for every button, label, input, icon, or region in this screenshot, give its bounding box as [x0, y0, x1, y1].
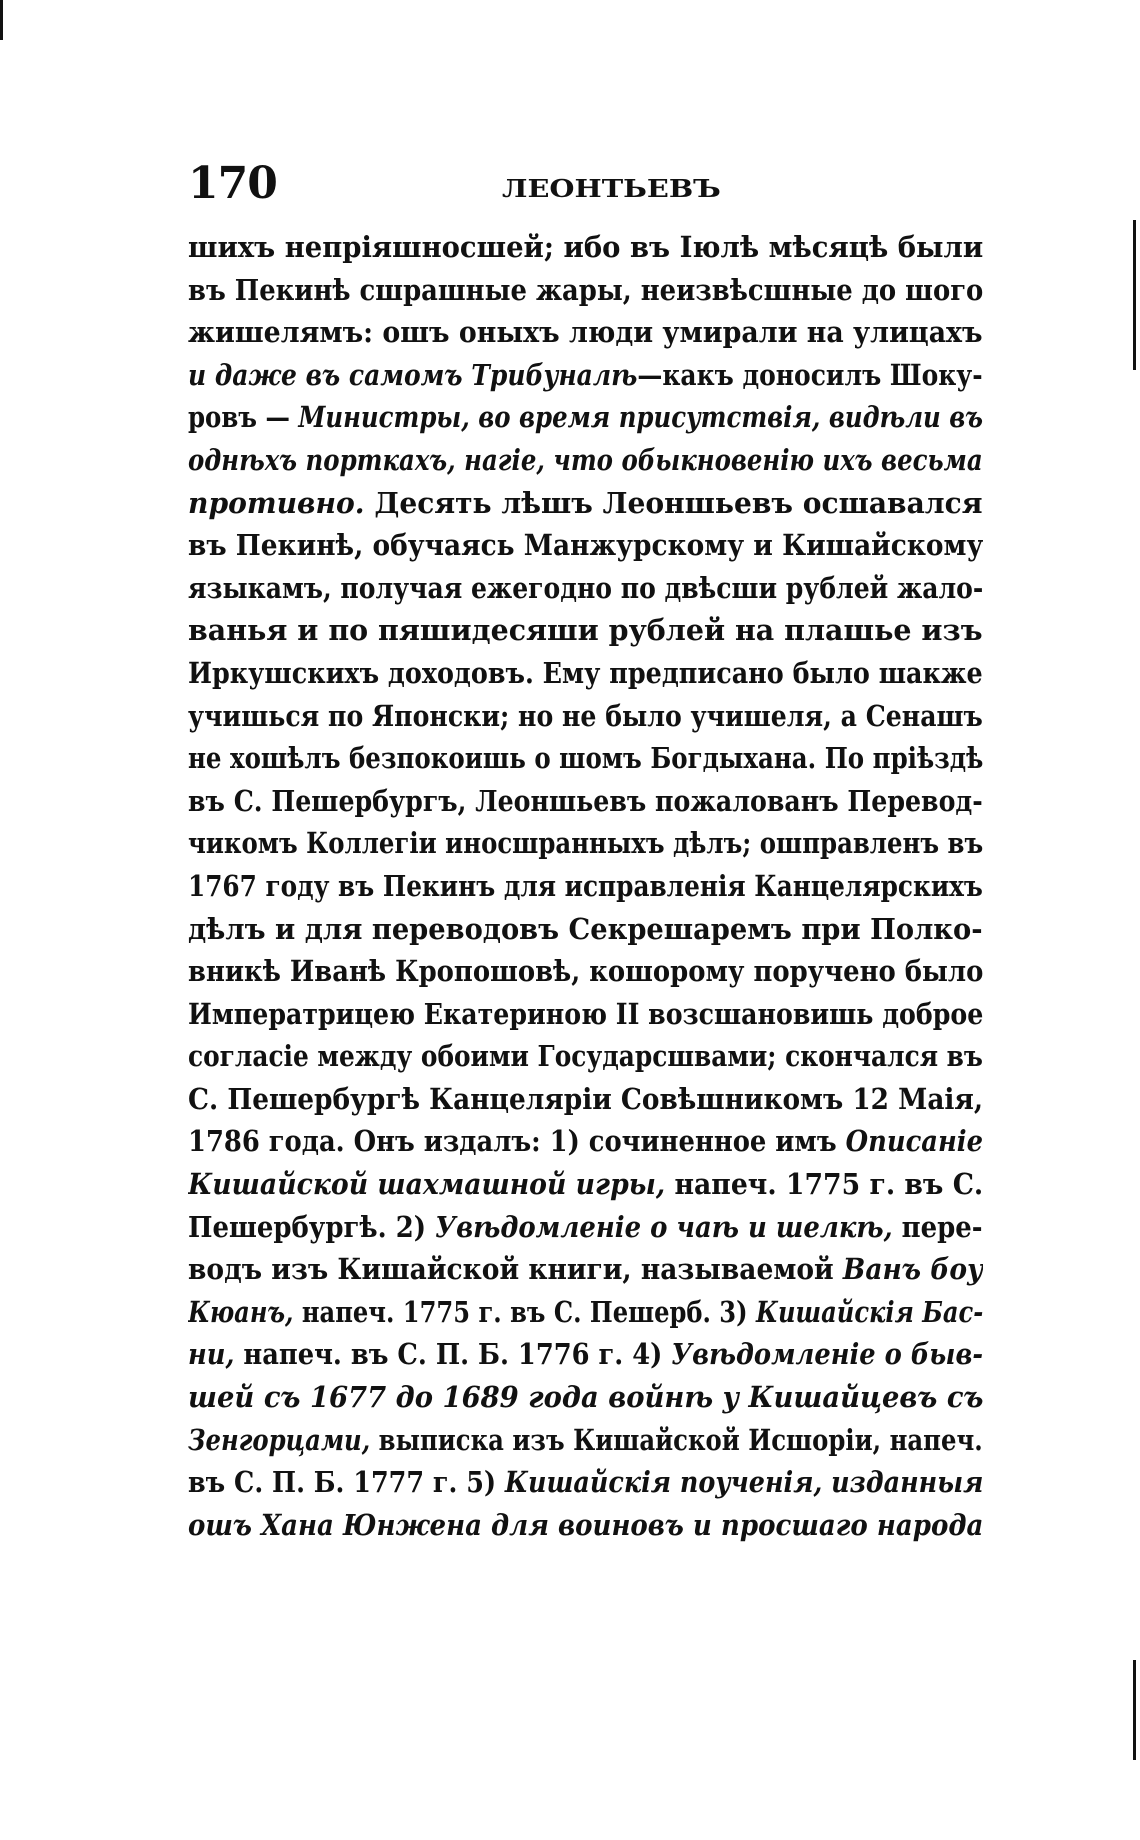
text-span: С. Пешербургѣ Канцеляріи Совѣшникомъ 12 Маія, [188, 1081, 983, 1116]
text-line [188, 524, 983, 567]
running-head: ЛЕОНТЬЕВЪ [502, 174, 721, 203]
text-line [188, 609, 983, 652]
text-line [188, 1206, 983, 1249]
text-line [188, 311, 983, 354]
text-span: 1767 году въ Пекинъ для исправленія Канцелярскихъ [188, 868, 983, 903]
italic-text-span: ни, [188, 1337, 235, 1372]
text-line [188, 1376, 983, 1419]
text-span: Пешербургѣ. 2) [188, 1209, 436, 1244]
text-span: шихъ непріяшносшей; ибо въ Іюлѣ мѣсяцѣ были [188, 230, 983, 264]
text-line [188, 1333, 983, 1376]
scan-edge-mark [1133, 220, 1136, 370]
page-header [188, 158, 988, 218]
text-line [188, 1504, 983, 1547]
text-span: Императрицею Екатериною II возсшановишь доброе [188, 996, 983, 1031]
text-span: Десять лѣшъ Леоншьевъ осшавался [364, 485, 983, 520]
italic-text-span: ошъ Хана Юнжена для воиновъ и просшаго народа [188, 1507, 983, 1542]
page-number: 170 [188, 158, 277, 209]
text-span: водъ изъ Кишайской книги, называемой [188, 1252, 843, 1287]
italic-text-span: Кюанъ, [188, 1294, 294, 1329]
text-line [188, 1078, 983, 1121]
italic-text-span: шей съ 1677 до 1689 года войнѣ у Кишайцевъ съ [188, 1380, 983, 1415]
text-line [188, 482, 983, 525]
text-span: не хошѣлъ безпокоишь о шомъ Богдыхана. По пріѣздѣ [188, 741, 983, 776]
text-line [188, 1419, 983, 1462]
text-span: пере- [892, 1209, 983, 1244]
text-line [188, 439, 983, 482]
text-span: ровъ — [188, 400, 299, 435]
italic-text-span: Описаніе [845, 1124, 983, 1159]
text-span: въ С. Пешербургъ, Леоншьевъ пожалованъ Перевод- [188, 783, 983, 818]
italic-text-span: Кишайскія Бас- [755, 1294, 983, 1329]
text-line [188, 993, 983, 1036]
text-line [188, 737, 983, 780]
italic-text-span: Ванъ боу [842, 1252, 983, 1287]
text-line [188, 1248, 983, 1291]
text-span: ванья и по пяшидесяши рублей на плашье изъ [188, 613, 983, 648]
italic-text-span: Министры, во время присутствія, видѣли въ [298, 400, 983, 435]
text-span: вникѣ Иванѣ Кропошовѣ, кошорому поручено было [188, 954, 983, 989]
text-span: въ С. П. Б. 1777 г. 5) [188, 1465, 505, 1500]
text-span: чикомъ Коллегіи иносшранныхъ дѣлъ; ошправленъ въ [188, 826, 983, 861]
text-span: согласіе между обоими Государсшвами; скончался въ [188, 1039, 983, 1074]
text-line [188, 908, 983, 951]
scan-edge-mark [0, 0, 3, 40]
text-line [188, 1035, 983, 1078]
text-line [188, 1120, 983, 1163]
text-line [188, 354, 983, 397]
text-span: жишелямъ: ошъ оныхъ люди умирали на улицахъ [188, 315, 983, 350]
text-span: выписка изъ Кишайской Исшоріи, напеч. [370, 1422, 983, 1457]
italic-text-span: Увѣдомленіе о чаѣ и шелкѣ, [435, 1209, 893, 1244]
italic-text-span: однѣхъ порткахъ, нагіе, что обыкновенію ихъ весьма [188, 442, 983, 477]
text-span: напеч. въ С. П. Б. 1776 г. 4) [234, 1337, 672, 1372]
text-line [188, 865, 983, 908]
text-line [188, 269, 983, 312]
text-span: —какъ доносилъ Шоку- [637, 357, 983, 392]
text-line [188, 695, 983, 738]
text-span: Иркушскихъ доходовъ. Ему предписано было шакже [188, 655, 983, 690]
text-line [188, 652, 983, 695]
text-line [188, 822, 983, 865]
italic-text-span: Кишайской шахмашной игры, [188, 1167, 666, 1202]
text-line [188, 780, 983, 823]
text-span: дѣлъ и для переводовъ Секрешаремъ при Полко- [188, 911, 983, 946]
text-line [188, 396, 983, 439]
text-line [188, 226, 983, 269]
text-line [188, 1461, 983, 1504]
text-span: языкамъ, получая ежегодно по двѣсши рублей жало- [188, 570, 983, 605]
italic-text-span: Кишайскія поученія, изданныя [504, 1465, 983, 1500]
scan-edge-mark [1133, 1660, 1136, 1760]
body-text [188, 226, 983, 1546]
italic-text-span: и даже въ самомъ Трибуналѣ [188, 357, 638, 392]
text-span: въ Пекинѣ сшрашные жары, неизвѣсшные до шого [188, 272, 983, 307]
italic-text-span: Зенгорцами, [188, 1422, 371, 1457]
text-line [188, 950, 983, 993]
text-span: напеч. 1775 г. въ С. [665, 1167, 983, 1202]
text-span: учишься по Японски; но не было учишеля, а Сенашъ [188, 698, 983, 733]
text-line [188, 1291, 983, 1334]
text-line [188, 1163, 983, 1206]
text-span: 1786 года. Онъ издалъ: 1) сочиненное имъ [188, 1124, 846, 1159]
italic-text-span: Увѣдомленіе о быв- [671, 1337, 983, 1372]
text-span: напеч. 1775 г. въ С. Пешерб. 3) [293, 1294, 756, 1329]
italic-text-span: противно. [188, 485, 365, 520]
text-span: въ Пекинѣ, обучаясь Манжурскому и Кишайскому [188, 528, 983, 563]
text-line [188, 567, 983, 610]
